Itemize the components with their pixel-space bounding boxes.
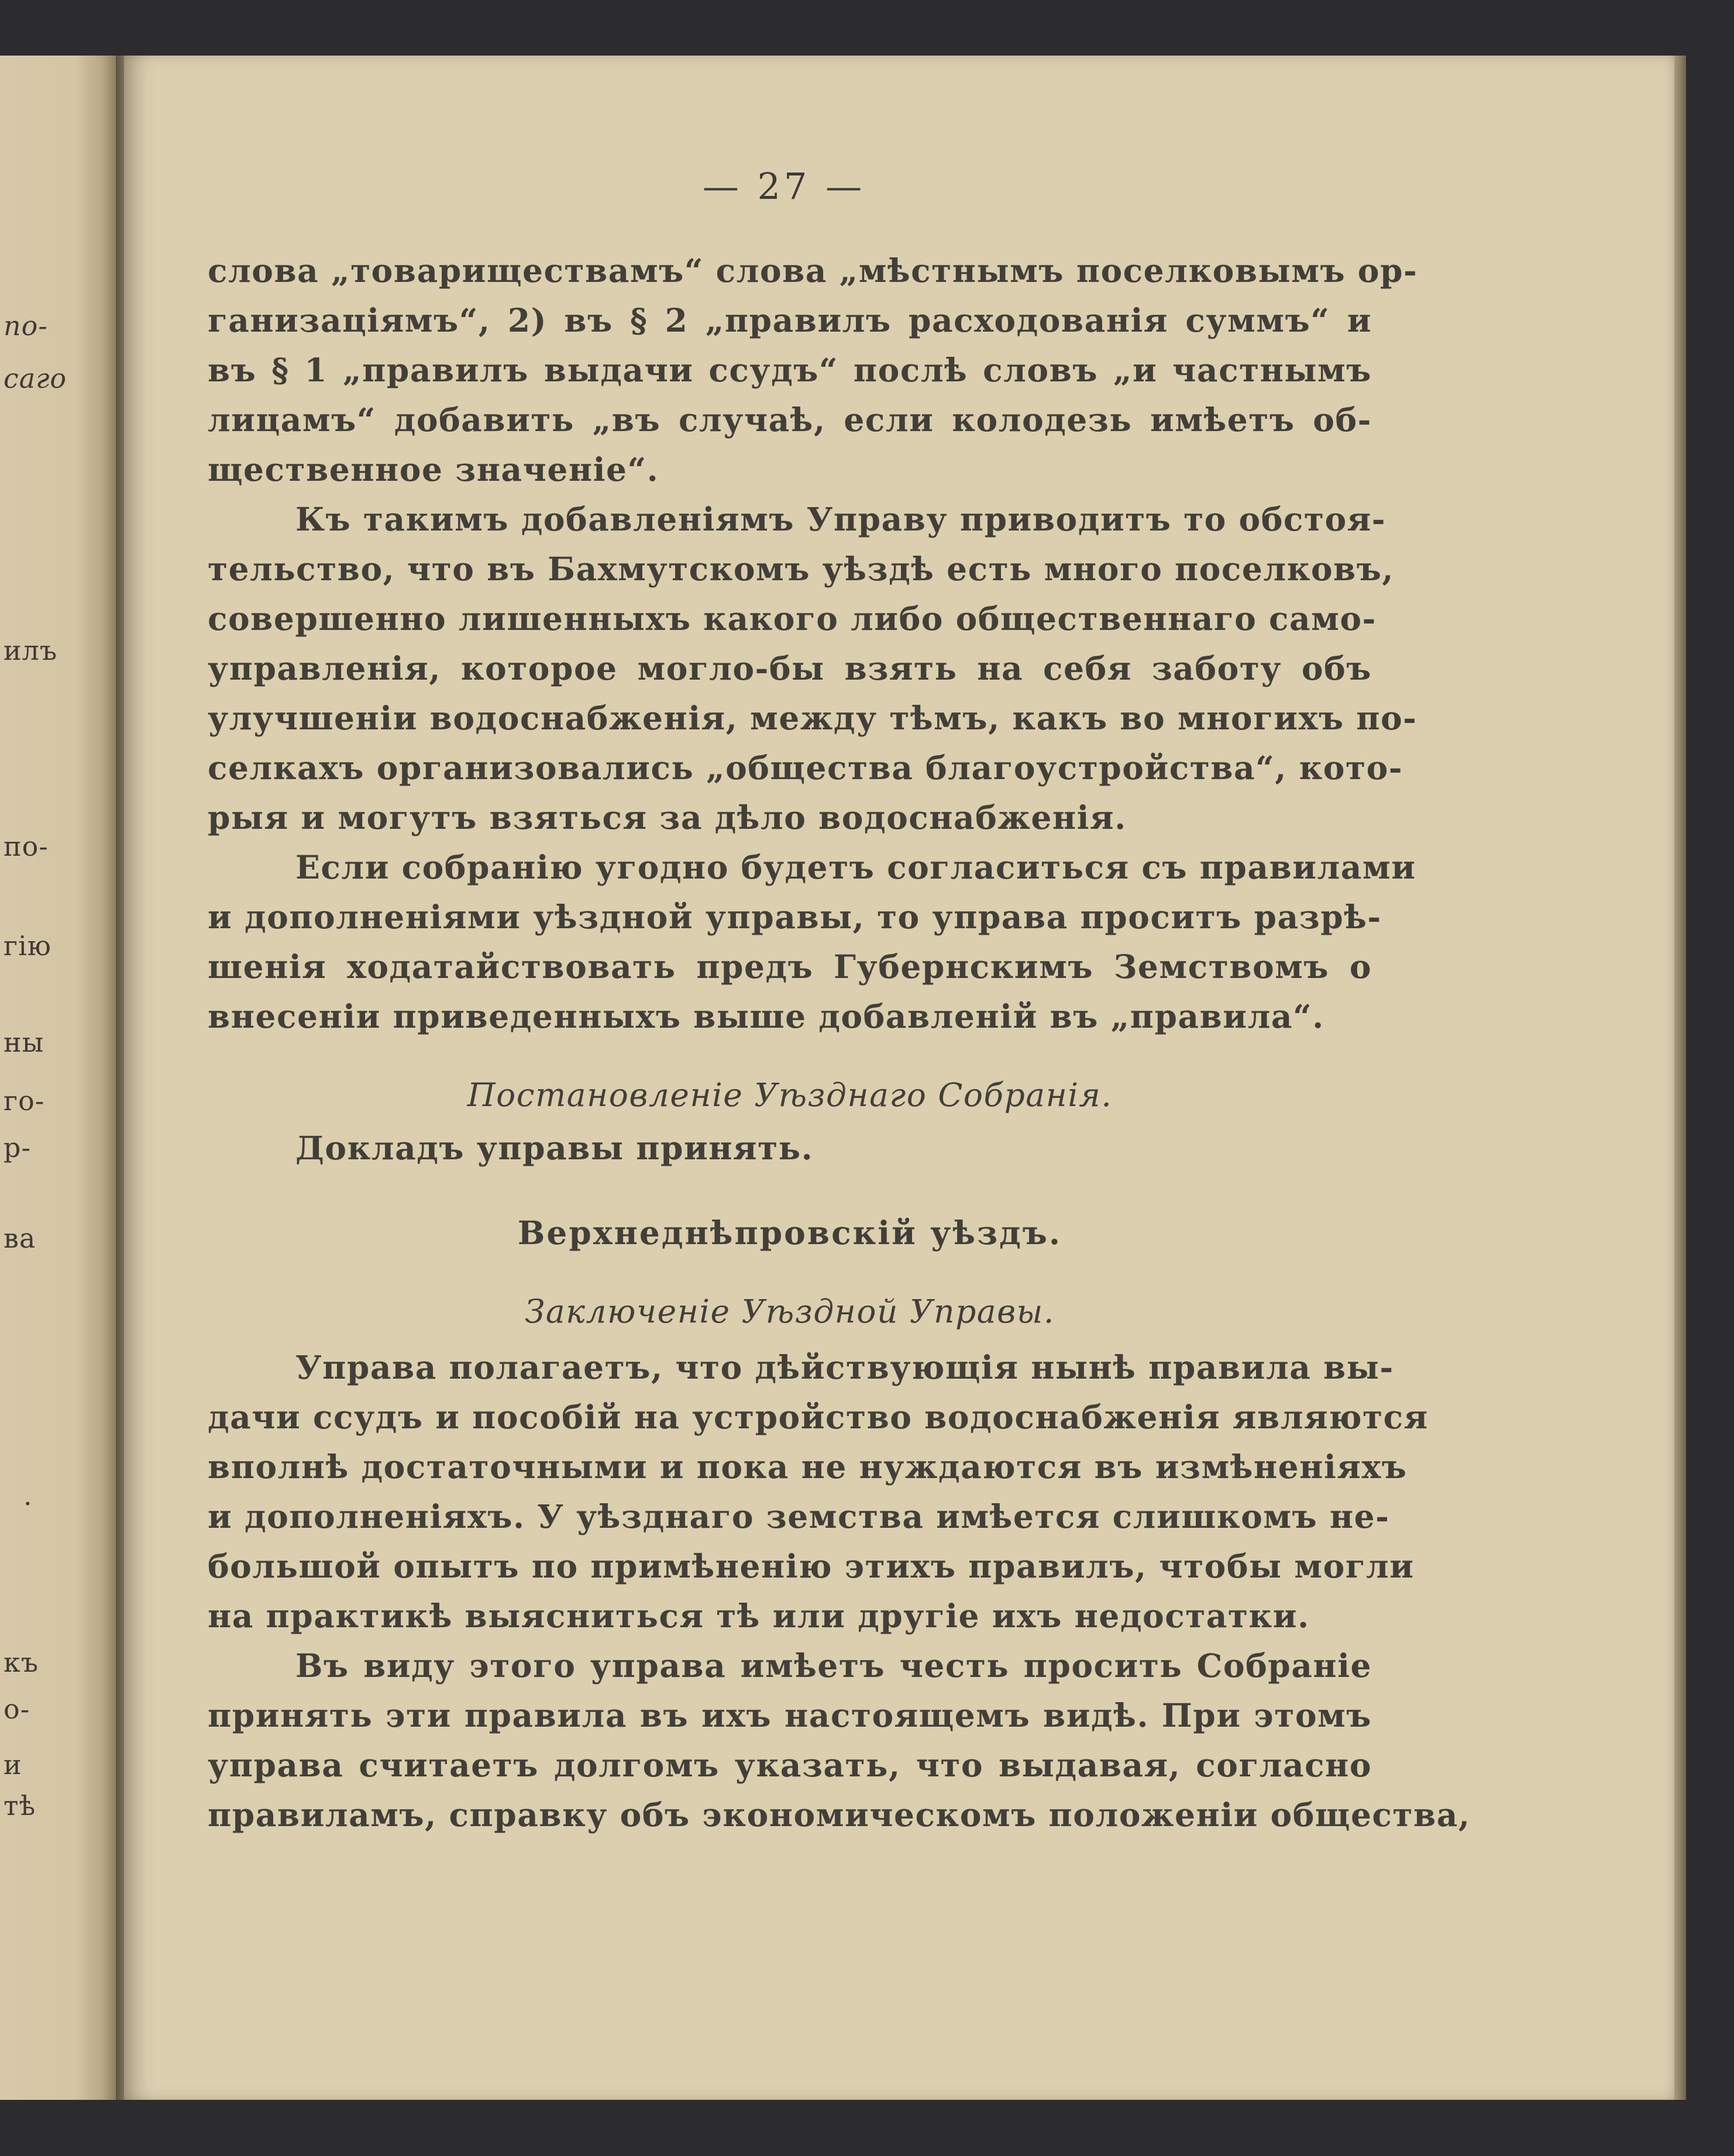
left-page-fragment-text: ны — [4, 1027, 44, 1058]
page-edge — [1674, 56, 1686, 2100]
text-line: совершенно лишенныхъ какого либо общественнаго само- — [208, 600, 1377, 638]
text-line: правиламъ, справку объ экономическомъ положеніи общества, — [208, 1796, 1471, 1834]
left-page-fragment-text: о- — [4, 1693, 30, 1725]
text-line: улучшеніи водоснабженія, между тѣмъ, какъ во многихъ по- — [208, 699, 1418, 737]
paragraph-4 — [208, 1342, 1429, 1641]
text-line: управленія, которое могло-бы взять на себя заботу объ — [208, 649, 1372, 687]
text-line: селкахъ организовались „общества благоустройства“, кото- — [208, 749, 1403, 787]
left-page-fragment-text: по- — [4, 310, 48, 342]
left-page-fragment-text: тѣ — [4, 1790, 36, 1821]
text-line: Если собранію угодно будетъ согласиться съ правилами — [295, 848, 1416, 886]
text-line: въ § 1 „правилъ выдачи ссудъ“ послѣ словъ „и частнымъ — [208, 351, 1372, 389]
text-line: слова „товариществамъ“ слова „мѣстнымъ поселковымъ ор- — [208, 252, 1418, 290]
page-body — [208, 246, 1471, 1840]
left-page-fragment-text: р- — [4, 1132, 31, 1163]
left-page-fragment-text: ва — [4, 1222, 36, 1254]
left-page-fragment-text: саго — [4, 363, 67, 394]
text-line: Къ такимъ добавленіямъ Управу приводитъ то обстоя- — [295, 500, 1386, 538]
resolution-text: Докладъ управы принять. — [295, 1129, 814, 1167]
resolution-heading: Постановленіе Уѣзднаго Собранія. — [467, 1076, 1113, 1114]
text-line: шенія ходатайствовать предъ Губернскимъ Земствомъ о — [208, 948, 1372, 986]
text-line: Въ виду этого управа имѣетъ честь просить Собраніе — [295, 1647, 1372, 1685]
left-page-fragment-text: къ — [4, 1647, 39, 1678]
page-number: — 27 — — [702, 165, 866, 208]
text-line: и дополненіями уѣздной управы, то управа проситъ разрѣ- — [208, 898, 1382, 936]
paragraph-3 — [208, 842, 1416, 1041]
text-line: большой опытъ по примѣненію этихъ правилъ, чтобы могли — [208, 1547, 1415, 1585]
text-line: рыя и могутъ взяться за дѣло водоснабженія. — [208, 798, 1127, 836]
text-line: на практикѣ выясниться тѣ или другіе ихъ недостатки. — [208, 1597, 1310, 1635]
text-line: внесеніи приведенныхъ выше добавленій въ „правила“. — [208, 997, 1324, 1035]
text-line: управа считаетъ долгомъ указать, что выдавая, согласно — [208, 1746, 1372, 1784]
district-heading: Верхнеднѣпровскій уѣздъ. — [517, 1214, 1062, 1252]
paragraph-2 — [208, 494, 1418, 842]
text-line: ганизаціямъ“, 2) въ § 2 „правилъ расходованія суммъ“ и — [208, 301, 1372, 339]
left-page-fragment-text: . — [23, 1480, 33, 1511]
text-line: принять эти правила въ ихъ настоящемъ видѣ. При этомъ — [208, 1696, 1372, 1734]
text-line: тельство, что въ Бахмутскомъ уѣздѣ есть много поселковъ, — [208, 550, 1395, 588]
left-page-fragment — [0, 56, 116, 2100]
left-page-fragment-text: и — [4, 1749, 22, 1780]
text-line: и дополненіяхъ. У уѣзднаго земства имѣется слишкомъ не- — [208, 1497, 1390, 1535]
left-page-fragment-text: по- — [4, 831, 49, 862]
text-line: Управа полагаетъ, что дѣйствующія нынѣ правила вы- — [295, 1348, 1394, 1386]
paragraph-5 — [208, 1641, 1471, 1840]
left-page-fragment-text: го- — [4, 1085, 45, 1117]
text-line: щественное значеніе“. — [208, 450, 659, 488]
text-line: лицамъ“ добавить „въ случаѣ, если колодезь имѣетъ об- — [208, 401, 1372, 439]
left-page-fragment-text: илъ — [4, 635, 58, 666]
text-line: дачи ссудъ и пособій на устройство водоснабженія являются — [208, 1398, 1429, 1436]
text-line: вполнѣ достаточными и пока не нуждаются въ измѣненіяхъ — [208, 1448, 1408, 1486]
conclusion-heading: Заключеніе Уѣздной Управы. — [525, 1293, 1055, 1330]
left-page-fragment-text: гію — [4, 930, 51, 962]
paragraph-1 — [208, 246, 1418, 494]
